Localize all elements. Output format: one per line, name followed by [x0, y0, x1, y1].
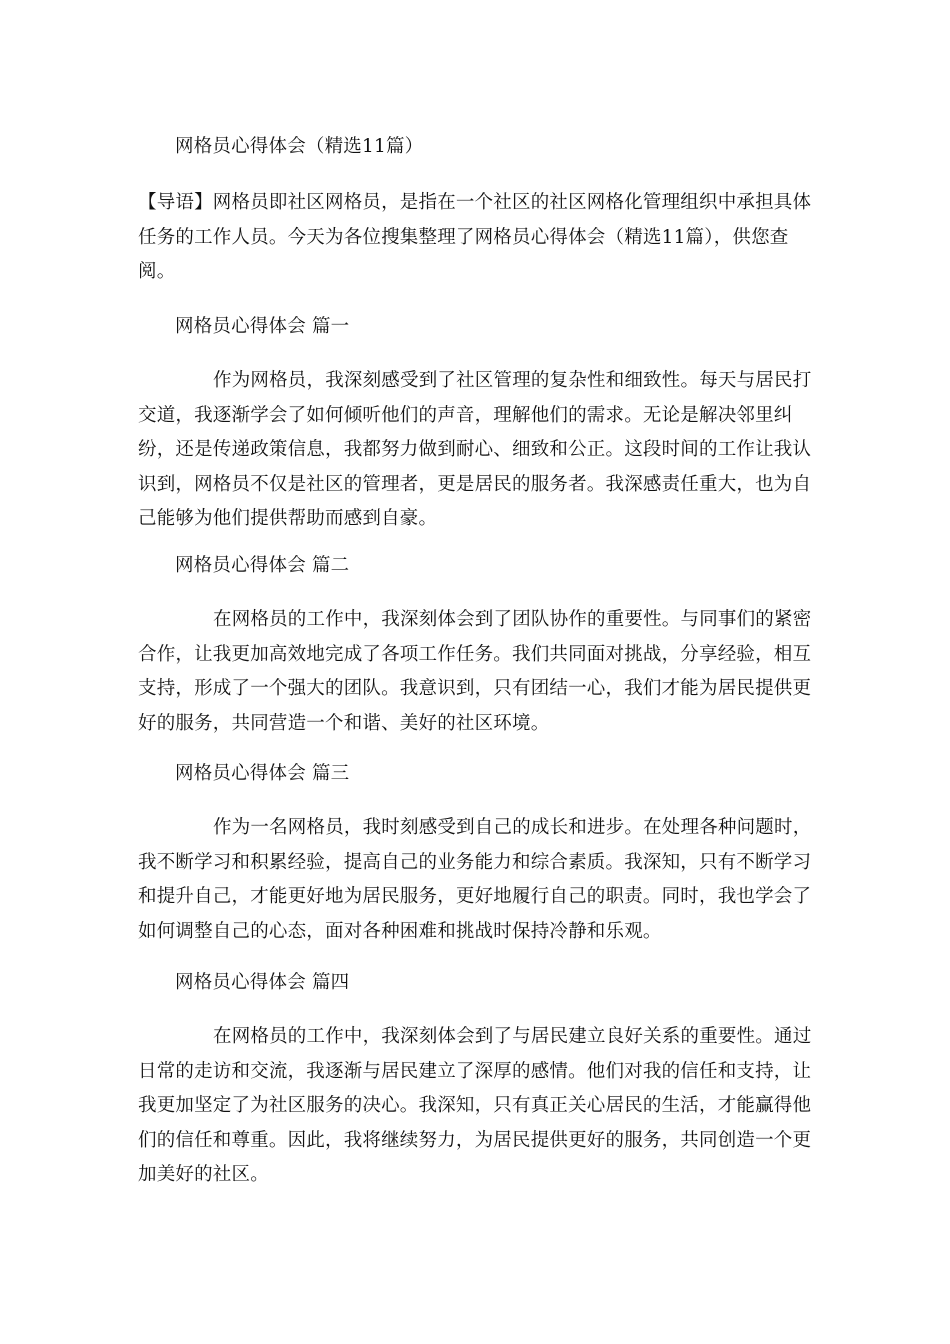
section-heading-4: 网格员心得体会 篇四 — [175, 972, 350, 993]
section-heading-3: 网格员心得体会 篇三 — [175, 763, 350, 784]
section-body-3: 作为一名网格员，我时刻感受到自己的成长和进步。在处理各种问题时，我不断学习和积累经验，提高自己的业务能力和综合素质。我深知，只有不断学习和提升自己，才能更好地为居民服务，更好地履行自己的职责。同时，我也学会了如何调整自己的心态，面对各种困难和挑战时保持冷静和乐观。 — [138, 817, 812, 942]
section-body-2: 在网格员的工作中，我深刻体会到了团队协作的重要性。与同事们的紧密合作，让我更加高效地完成了各项工作任务。我们共同面对挑战，分享经验，相互支持，形成了一个强大的团队。我意识到，只有团结一心，我们才能为居民提供更好的服务，共同营造一个和谐、美好的社区环境。 — [138, 609, 812, 734]
intro-paragraph: 【导语】网格员即社区网格员，是指在一个社区的社区网格化管理组织中承担具体任务的工作人员。今天为各位搜集整理了网格员心得体会（精选11篇），供您查阅。 — [138, 192, 812, 282]
document-title: 网格员心得体会（精选11篇） — [175, 136, 424, 157]
section-body-1: 作为网格员，我深刻感受到了社区管理的复杂性和细致性。每天与居民打交道，我逐渐学会了如何倾听他们的声音，理解他们的需求。无论是解决邻里纠纷，还是传递政策信息，我都努力做到耐心、细致和公正。这段时间的工作让我认识到，网格员不仅是社区的管理者，更是居民的服务者。我深感责任重大，也为自己能够为他们提供帮助而感到自豪。 — [138, 370, 812, 529]
section-body-4: 在网格员的工作中，我深刻体会到了与居民建立良好关系的重要性。通过日常的走访和交流，我逐渐与居民建立了深厚的感情。他们对我的信任和支持，让我更加坚定了为社区服务的决心。我深知，只有真正关心居民的生活，才能赢得他们的信任和尊重。因此，我将继续努力，为居民提供更好的服务，共同创造一个更加美好的社区。 — [138, 1026, 812, 1185]
section-heading-2: 网格员心得体会 篇二 — [175, 555, 350, 576]
section-heading-1: 网格员心得体会 篇一 — [175, 316, 350, 337]
